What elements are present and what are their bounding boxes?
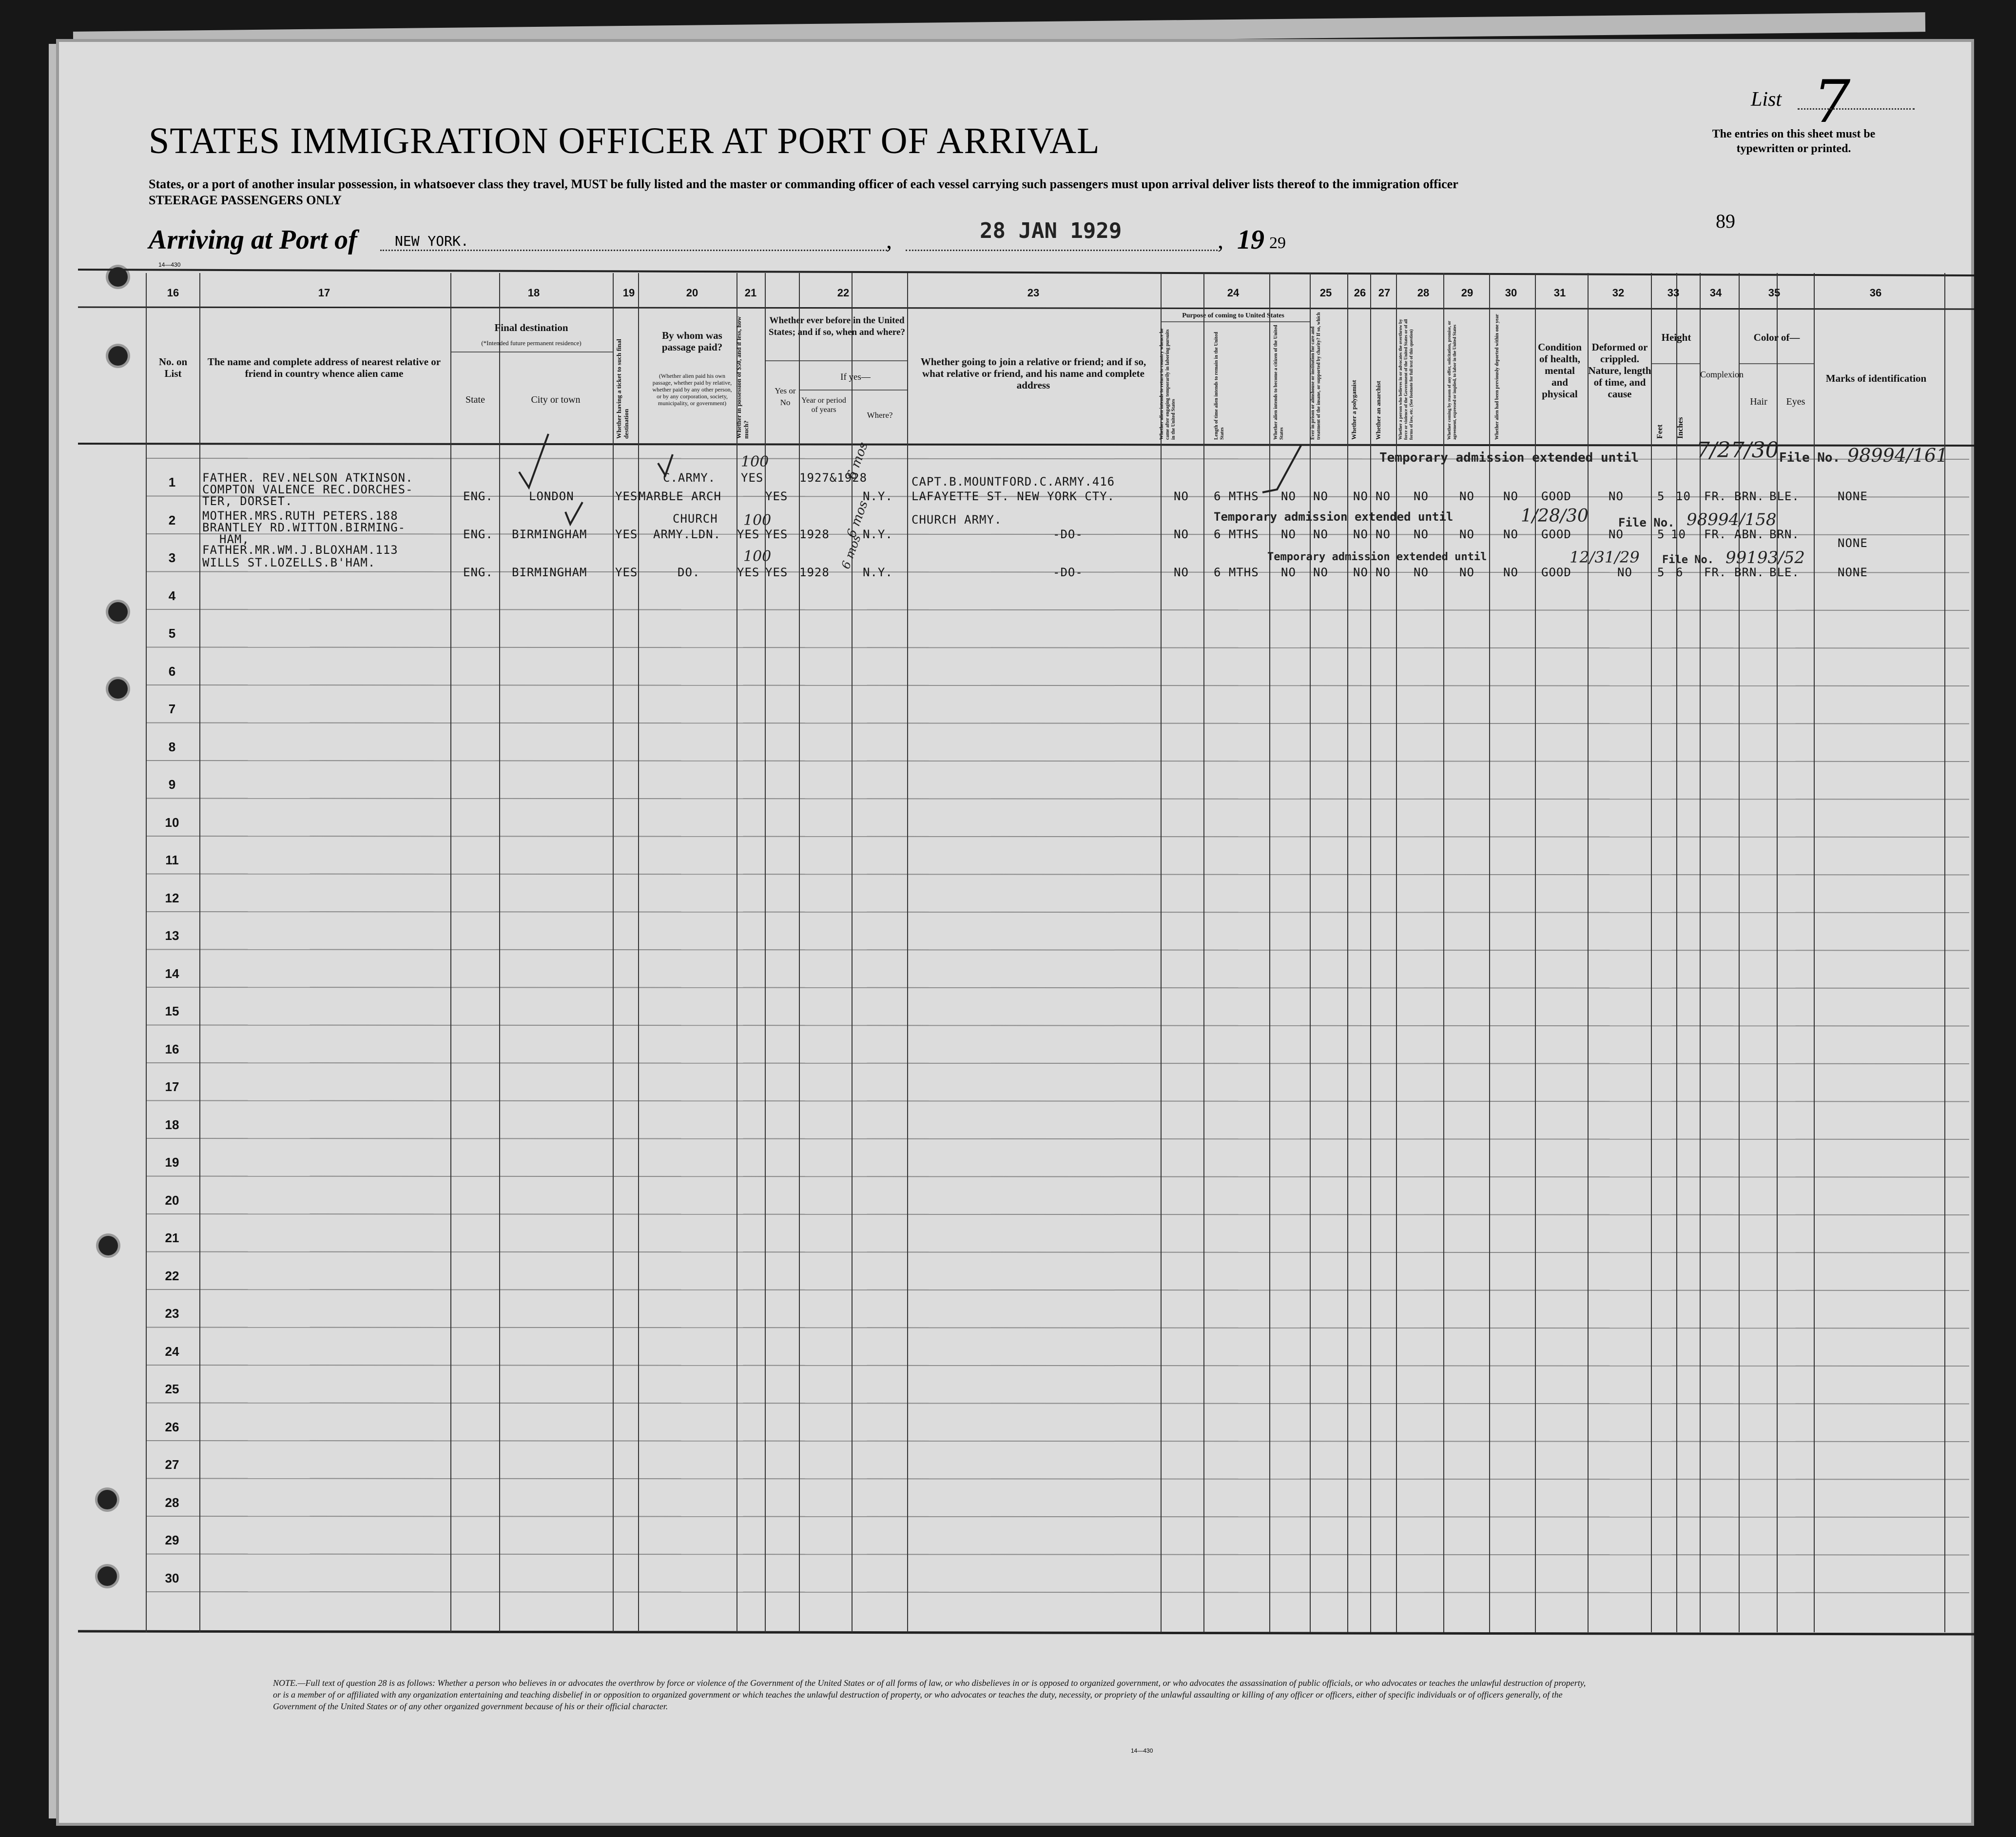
header-inches: Inches — [1676, 417, 1685, 439]
row-number: 9 — [168, 777, 176, 792]
row-number: 12 — [165, 890, 179, 905]
deformed: NO — [1609, 528, 1624, 541]
relative-address: BRANTLEY RD.WITTON.BIRMING- — [202, 521, 406, 534]
file-label: File No. — [1618, 516, 1675, 529]
row-number: 7 — [168, 702, 176, 716]
list-label: List — [1751, 88, 1782, 111]
header-where: Where? — [867, 410, 893, 420]
header-overthrow: Whether a person who believes in or advocates the overthrow by force or violence of the Government of the United States or of all forms of law, etc. (See footnote for full text of this question) — [1398, 319, 1414, 440]
admission-stamp: Temporary admission extended until — [1379, 450, 1639, 465]
header-feet: Feet — [1656, 424, 1664, 439]
relative-address: FATHER.MR.WM.J.BLOXHAM.113 — [202, 543, 398, 557]
row-number: 10 — [165, 815, 179, 830]
anarchist: NO — [1376, 528, 1391, 541]
header-deported: Whether alien had been previously deported within one year — [1494, 314, 1500, 440]
passage-paid: MARBLE ARCH — [639, 489, 721, 503]
relative-address: HAM, — [219, 532, 250, 546]
typewritten-note: The entries on this sheet must be typewritten or printed. — [1712, 128, 1876, 155]
check-mark — [565, 502, 582, 524]
length-of-stay: 6 MTHS — [1214, 489, 1259, 503]
row-number: 20 — [165, 1192, 179, 1208]
comma: , — [886, 228, 892, 254]
header-relative-address: The name and complete address of nearest relative or friend in country whence alien came — [207, 356, 441, 379]
overthrow: NO — [1414, 528, 1429, 541]
column-number: 19 — [622, 287, 635, 299]
header-no-on-list: No. on List — [158, 356, 188, 379]
header-state: State — [465, 394, 485, 405]
header-purpose: Purpose of coming to United States — [1182, 312, 1284, 319]
column-number: 22 — [837, 287, 850, 299]
header-citizen-intent: Whether alien intends to become a citizen of the United States — [1273, 325, 1284, 440]
footnote-form-code: 14—430 — [1131, 1747, 1153, 1754]
eyes: BLE. — [1769, 566, 1800, 579]
file-label: File No. — [1779, 450, 1841, 465]
fifty-dollars: YES — [741, 471, 764, 485]
check-mark — [519, 434, 548, 488]
row-number: 15 — [165, 1004, 179, 1018]
comma: , — [1218, 228, 1223, 254]
where: N.Y. — [863, 489, 893, 503]
header-deformed: Deformed or crippled. Nature, length of time, and cause — [1588, 341, 1651, 400]
health: GOOD — [1541, 566, 1571, 579]
year-prefix: 19 — [1237, 225, 1264, 255]
height-feet: 5 — [1657, 566, 1665, 579]
relative-address: FATHER. REV.NELSON ATKINSON. — [202, 471, 413, 485]
fifty-dollars: YES — [737, 528, 760, 541]
row-number: 25 — [165, 1382, 179, 1396]
citizen-intent: NO — [1281, 566, 1296, 579]
anarchist: NO — [1376, 566, 1391, 579]
marks: NONE — [1838, 536, 1868, 550]
prison: NO — [1313, 566, 1328, 579]
relative-address: WILLS ST.LOZELLS.B'HAM. — [202, 556, 376, 569]
prison: NO — [1313, 528, 1328, 541]
year-suffix: 29 — [1269, 234, 1286, 252]
header-if-yes: If yes— — [840, 372, 871, 382]
header-complexion: Complexion — [1700, 370, 1744, 379]
header-passage-paid: By whom was passage paid? — [661, 330, 723, 353]
admission-date-handwritten: 12/31/29 — [1570, 548, 1640, 567]
column-number: 30 — [1505, 287, 1517, 299]
check-mark — [1262, 445, 1301, 492]
marks: NONE — [1838, 489, 1868, 503]
fifty-dollar-mark-handwritten: 100 — [743, 548, 772, 565]
length-of-stay: 6 MTHS — [1214, 566, 1259, 579]
column-number: 35 — [1768, 287, 1781, 299]
height-inches: 10 — [1676, 489, 1691, 503]
eyes: BRN. — [1769, 528, 1800, 541]
hair: ABN. — [1734, 528, 1764, 541]
port-of-arrival: NEW YORK. — [395, 233, 469, 249]
complexion: FR. — [1704, 528, 1727, 541]
row-number: 26 — [165, 1419, 179, 1434]
row-number: 19 — [165, 1155, 179, 1170]
row-number: 18 — [165, 1117, 179, 1132]
citizen-intent: NO — [1281, 489, 1296, 503]
row-number: 23 — [165, 1306, 179, 1321]
row-number: 1 — [168, 475, 176, 489]
where: N.Y. — [863, 528, 893, 541]
column-number: 16 — [167, 287, 179, 299]
city: BIRMINGHAM — [512, 566, 587, 579]
instructions-line2: STEERAGE PASSENGERS ONLY — [149, 193, 342, 207]
header-city: City or town — [531, 394, 581, 405]
admission-date-handwritten: 1/28/30 — [1521, 506, 1589, 526]
admission-stamp: Temporary admission extended until — [1214, 510, 1454, 524]
overthrow: NO — [1414, 489, 1429, 503]
year-period: 1928 — [799, 528, 830, 541]
header-yes-no: Yes or No — [775, 386, 796, 407]
column-number: 26 — [1354, 287, 1366, 299]
column-number: 25 — [1319, 287, 1332, 299]
column-number: 28 — [1417, 287, 1430, 299]
deformed: NO — [1609, 489, 1624, 503]
header-color-of: Color of— — [1753, 332, 1800, 343]
header-hair: Hair — [1750, 396, 1767, 407]
list-number-handwritten: 7 — [1813, 68, 1851, 136]
column-number: 34 — [1709, 287, 1722, 299]
eyes: BLE. — [1769, 489, 1800, 503]
state: ENG. — [463, 566, 493, 579]
file-label: File No. — [1662, 554, 1714, 566]
state: ENG. — [463, 489, 493, 503]
row-number: 22 — [165, 1268, 179, 1283]
year-mark-handwritten: 6 mos — [838, 533, 864, 571]
labor-offer: NO — [1459, 566, 1474, 579]
return-intent: NO — [1174, 566, 1189, 579]
header-final-destination: Final destination — [494, 322, 568, 333]
header-labor-offer: Whether coming by reason of any offer, solicitation, promise, or agreement, expressed or implied, to labor in the United States — [1447, 321, 1457, 440]
row-number: 2 — [168, 512, 176, 528]
return-intent: NO — [1174, 489, 1189, 503]
column-number: 27 — [1378, 287, 1391, 299]
row-number: 6 — [168, 664, 176, 679]
admission-date-handwritten: 7/27/30 — [1696, 438, 1779, 463]
column-number: 18 — [527, 287, 540, 299]
row-number: 13 — [165, 928, 179, 943]
ever-before: YES — [765, 528, 788, 541]
header-year-period: Year or period of years — [801, 396, 846, 414]
header-height: Height — [1661, 332, 1691, 343]
row-number: 29 — [165, 1533, 179, 1547]
column-number: 20 — [686, 287, 698, 299]
height-inches: 10 — [1671, 528, 1686, 541]
column-number: 23 — [1027, 287, 1040, 299]
relative-address: COMPTON VALENCE REC.DORCHES- — [202, 483, 413, 496]
deported: NO — [1503, 566, 1518, 579]
column-number: 31 — [1553, 287, 1566, 299]
citizen-intent: NO — [1281, 528, 1296, 541]
header-going-to-join: Whether going to join a relative or friend; and if so, what relative or friend, and his name and complete address — [920, 356, 1146, 391]
header-anarchist: Whether an anarchist — [1375, 381, 1382, 440]
row-number: 27 — [165, 1457, 179, 1472]
row-number: 8 — [168, 739, 176, 754]
city: BIRMINGHAM — [512, 528, 587, 541]
year-period: 1928 — [799, 566, 830, 579]
passage-paid: C.ARMY. — [663, 471, 716, 485]
row-number: 17 — [165, 1079, 179, 1094]
passage-paid: DO. — [678, 566, 700, 579]
labor-offer: NO — [1459, 489, 1474, 503]
passage-paid: CHURCH — [673, 512, 718, 526]
arriving-label: Arriving at Port of — [149, 225, 357, 255]
column-number: 17 — [318, 287, 330, 299]
row-number: 3 — [168, 550, 176, 565]
row-number: 11 — [165, 853, 179, 867]
fifty-dollar-mark-handwritten: 100 — [741, 453, 769, 470]
marks: NONE — [1838, 566, 1868, 579]
column-number: 21 — [744, 287, 757, 299]
going-to-join: -DO- — [1053, 566, 1083, 579]
footnote: NOTE.—Full text of question 28 is as follows: Whether a person who believes in or advocates the overthrow by force or violence of the Government of the United States or of all forms of law, or who disbelieves in or is opposed to organized government, or who advocates the assassination of public officials, or who advocates or teaches the unlawful destruction of property, or is a member of or affiliated with any organization entertaining and teaching disbelief in or opposition to organized government or which teaches the unlawful destruction of property, or who advocates or teaches the duty, necessity, or propriety of the unlawful assaulting or killing of any officer or officers, either of specific individuals or of officers generally, of the Government of the United States or of any other organized government because of his or their official character. — [273, 1678, 1586, 1711]
going-to-join: LAFAYETTE ST. NEW YORK CTY. — [911, 489, 1115, 503]
header-passage-paid-sub: (Whether alien paid his own passage, whether paid by relative, whether paid by any other person, or by any corporation, society, municipality, or government) — [652, 372, 732, 407]
health: GOOD — [1541, 489, 1571, 503]
complexion: FR. — [1704, 489, 1727, 503]
header-return-intent: Whether alien intends to return to country whence he came after engaging temporarily in laboring pursuits in the United States — [1159, 328, 1176, 440]
polygamist: NO — [1353, 566, 1368, 579]
row-number: 30 — [165, 1570, 179, 1585]
fifty-dollar-mark-handwritten: 100 — [743, 512, 772, 529]
labor-offer: NO — [1459, 528, 1474, 541]
fifty-dollars: YES — [737, 566, 760, 579]
going-to-join: CHURCH ARMY. — [911, 513, 1002, 527]
ever-before: YES — [765, 489, 788, 503]
header-eyes: Eyes — [1786, 396, 1805, 407]
header-fifty-dollars: Whether in possession of $50, and if less, how much? — [735, 316, 750, 439]
column-number: 36 — [1869, 287, 1882, 299]
return-intent: NO — [1174, 528, 1189, 541]
complexion: FR. — [1704, 566, 1727, 579]
going-to-join: -DO- — [1053, 528, 1083, 541]
height-feet: 5 — [1657, 528, 1665, 541]
row-number: 16 — [165, 1041, 179, 1056]
column-number: 24 — [1227, 287, 1240, 299]
city: LONDON — [529, 489, 574, 503]
header-final-destination-sub: (*Intended future permanent residence) — [481, 339, 582, 347]
check-mark — [658, 454, 673, 475]
header-health: Condition of health, mental and physical — [1538, 341, 1582, 400]
where: N.Y. — [863, 566, 893, 579]
form-title: STATES IMMIGRATION OFFICER AT PORT OF ARRIVAL — [149, 120, 1100, 161]
going-to-join: CAPT.B.MOUNTFORD.C.ARMY.416 — [911, 475, 1115, 489]
file-number-handwritten: 99193/52 — [1725, 548, 1805, 567]
health: GOOD — [1541, 528, 1571, 541]
polygamist: NO — [1353, 489, 1368, 503]
row-number: 28 — [165, 1495, 179, 1510]
column-number: 32 — [1612, 287, 1625, 299]
row-number: 4 — [168, 588, 176, 603]
relative-address: MOTHER.MRS.RUTH PETERS.188 — [202, 509, 398, 523]
prison: NO — [1313, 489, 1328, 503]
overthrow: NO — [1414, 566, 1429, 579]
height-feet: 5 — [1657, 489, 1665, 503]
hair: BRN. — [1734, 489, 1764, 503]
row-number: 5 — [168, 626, 176, 641]
ticket: YES — [615, 528, 638, 541]
header-polygamist: Whether a polygamist — [1350, 380, 1357, 440]
polygamist: NO — [1353, 528, 1368, 541]
row-number: 21 — [165, 1231, 179, 1245]
instructions-line1: States, or a port of another insular possession, in whatsoever class they travel, MUST be fully listed and the master or commanding officer of each vessel carrying such passengers must upon arrival deliver lists thereof to the immigration officer — [149, 177, 1458, 191]
header-ever-before: Whether ever before in the United States; and if so, when and where? — [769, 315, 905, 337]
row-number: 24 — [165, 1344, 179, 1359]
file-number-handwritten: 98994/158 — [1686, 510, 1777, 529]
deformed: NO — [1617, 566, 1632, 579]
deported: NO — [1503, 528, 1518, 541]
column-number: 29 — [1461, 287, 1473, 299]
page-number: 89 — [1716, 210, 1735, 232]
state: ENG. — [463, 528, 493, 541]
relative-address: TER, DORSET. — [202, 494, 293, 508]
header-ticket: Whether having a ticket to such final destination — [615, 339, 630, 439]
passage-paid: ARMY.LDN. — [653, 528, 721, 541]
year-period: 1927&1928 — [799, 471, 868, 485]
ever-before: YES — [765, 566, 788, 579]
deported: NO — [1503, 489, 1518, 503]
header-marks: Marks of identification — [1825, 372, 1927, 384]
ticket: YES — [615, 566, 638, 579]
hair: BRN. — [1734, 566, 1764, 579]
date-stamp: 28 JAN 1929 — [980, 218, 1122, 243]
anarchist: NO — [1376, 489, 1391, 503]
header-prison: Ever in prison or almshouse or institution for care and treatment of the insane, or supported by charity? If so, which — [1310, 312, 1321, 440]
length-of-stay: 6 MTHS — [1214, 528, 1259, 541]
year-mark-handwritten: 6 mos — [844, 440, 871, 481]
header-length-of-stay: Length of time alien intends to remain in the United States — [1214, 332, 1225, 440]
ticket: YES — [615, 489, 638, 503]
row-number: 14 — [165, 966, 179, 981]
form-code: 14—430 — [158, 261, 181, 268]
year-mark-handwritten: 6 mos — [844, 499, 871, 540]
height-inches: 6 — [1676, 566, 1684, 579]
file-number-handwritten: 98994/161 — [1847, 445, 1948, 466]
column-number: 33 — [1667, 287, 1680, 299]
admission-stamp: Temporary admission extended until — [1267, 551, 1487, 563]
